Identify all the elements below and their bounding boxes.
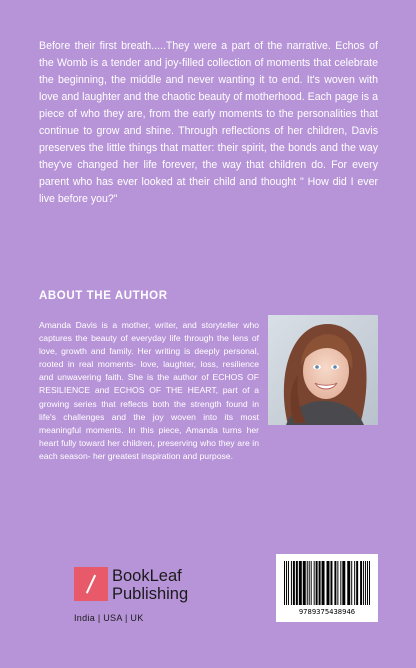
publisher-logo (74, 567, 204, 607)
isbn-number: 9789375438946 (298, 607, 356, 616)
publisher-name-line2: Publishing (112, 585, 189, 603)
author-bio: Amanda Davis is a mother, writer, and storyteller who captures the beauty of everyday life through the lens of love, growth and family. Her writing is deeply personal, rooted in real moments- love, laughter, loss, resilience and unwavering faith. She is the author of ECHOS OF RESILIENCE and ECHOS OF THE HEART, part of a growing series that reflects both the strength found in life's challenges and the joy woven into its most meaningful moments. In this piece, Amanda turns her heart fully toward her children, preserving who they are in each season- her greatest inspiration and purpose. (39, 320, 259, 461)
back-cover-blurb: Before their first breath.....They were a part of the narrative. Echos of the Womb is a tender and joy-filled collection of moments that celebrate the beginning, the middle and never wanting it to end. It's woven with love and laughter and the chaotic beauty of motherhood. Each page is a piece of who they are, from the early moments to the personalities that continue to grow and shine. Through reflections of her children, Davis preserves the little things that matter: their spirit, the bonds and the way they've changed her life forever, the way that children do. For every parent who has ever looked at their child and thought " How did I ever live before you?" (39, 40, 378, 205)
isbn-barcode (276, 554, 378, 622)
about-author-heading: ABOUT THE AUTHOR (39, 290, 168, 302)
publisher-name-line1: BookLeaf (112, 567, 182, 585)
publisher-regions: India | USA | UK (74, 613, 144, 623)
bookleaf-logo-icon (74, 567, 108, 601)
barcode-bars (284, 561, 370, 605)
author-photo (268, 315, 378, 425)
